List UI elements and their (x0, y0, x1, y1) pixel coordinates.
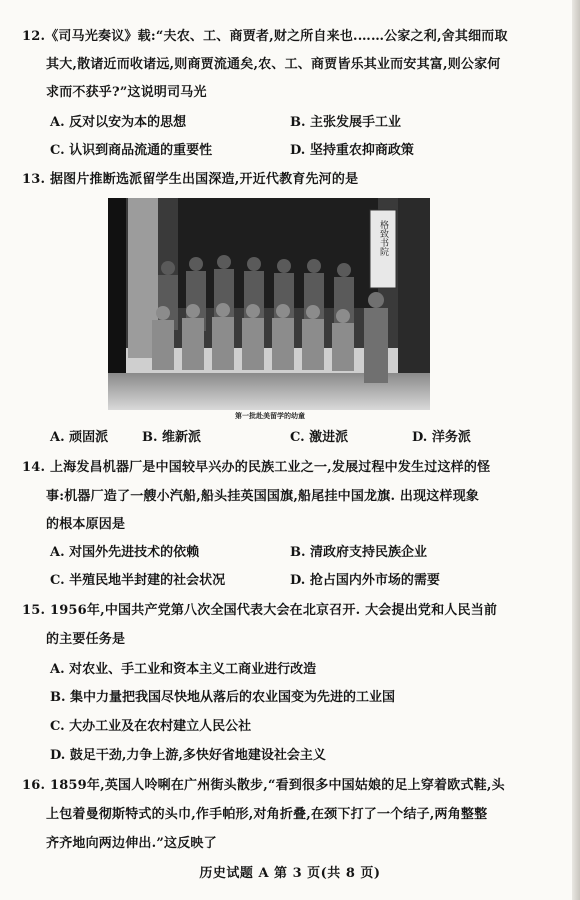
photo-sign-text: 格致书院 (378, 220, 388, 256)
q12-option-b: B. 主张发展手工业 (290, 115, 402, 130)
q15-option-b: B. 集中力量把我国尽快地从落后的农业国变为先进的工业国 (50, 690, 396, 705)
q15-option-c: C. 大办工业及在农村建立人民公社 (50, 719, 252, 734)
page-footer: 历史试题 A 第 3 页(共 8 页) (199, 866, 381, 881)
q14-option-a: A. 对国外先进技术的依赖 (50, 545, 200, 560)
q12-option-d: D. 坚持重农抑商政策 (290, 143, 414, 158)
q15-stem-line-2: 的主要任务是 (46, 632, 126, 647)
q12-option-c: C. 认识到商品流通的重要性 (50, 143, 213, 158)
q13-option-a: A. 顽固派 (50, 430, 109, 445)
q14-stem-line-3: 的根本原因是 (46, 517, 126, 532)
q12-stem-line-1: 12.《司马光奏议》载:“夫农、工、商贾者,财之所自来也.……公家之利,舍其细而取 (22, 29, 508, 44)
q12-stem-line-3: 求而不获乎?”这说明司马光 (46, 85, 207, 100)
q16-stem-line-2: 上包着曼彻斯特式的头巾,作手帕形,对角折叠,在颈下打了一个结子,两角整整 (46, 807, 488, 822)
q12-stem-line-2: 其大,散诸近而收诸远,则商贾流通矣,农、工、商贾皆乐其业而安其富,则公家何 (46, 57, 501, 72)
q15-option-a: A. 对农业、手工业和资本主义工商业进行改造 (50, 662, 317, 677)
q13-option-c: C. 激进派 (290, 430, 349, 445)
q16-stem-line-1: 16. 1859年,英国人呤唎在广州街头散步,“看到很多中国姑娘的足上穿着欧式鞋,头 (22, 778, 505, 793)
q14-option-c: C. 半殖民地半封建的社会状况 (50, 573, 226, 588)
q14-stem-line-1: 14. 上海发昌机器厂是中国较早兴办的民族工业之一,发展过程中发生过这样的怪 (22, 460, 491, 475)
q14-option-b: B. 清政府支持民族企业 (290, 545, 428, 560)
photo-caption: 第一批赴美留学的幼童 (235, 412, 305, 420)
q15-option-d: D. 鼓足干劲,力争上游,多快好省地建设社会主义 (50, 748, 326, 763)
q12-option-a: A. 反对以安为本的思想 (50, 115, 187, 130)
q14-stem-line-2: 事:机器厂造了一艘小汽船,船头挂英国国旗,船尾挂中国龙旗. 出现这样现象 (46, 489, 480, 504)
q13-stem: 13. 据图片推断选派留学生出国深造,开近代教育先河的是 (22, 172, 359, 187)
q15-stem-line-1: 15. 1956年,中国共产党第八次全国代表大会在北京召开. 大会提出党和人民当前 (22, 603, 498, 618)
q13-option-d: D. 洋务派 (412, 430, 471, 445)
q13-option-b: B. 维新派 (142, 430, 202, 445)
q14-option-d: D. 抢占国内外市场的需要 (290, 573, 440, 588)
q16-stem-line-3: 齐齐地向两边伸出.”这反映了 (46, 836, 217, 851)
historical-photo (108, 198, 430, 410)
page-edge-shadow (572, 0, 580, 900)
